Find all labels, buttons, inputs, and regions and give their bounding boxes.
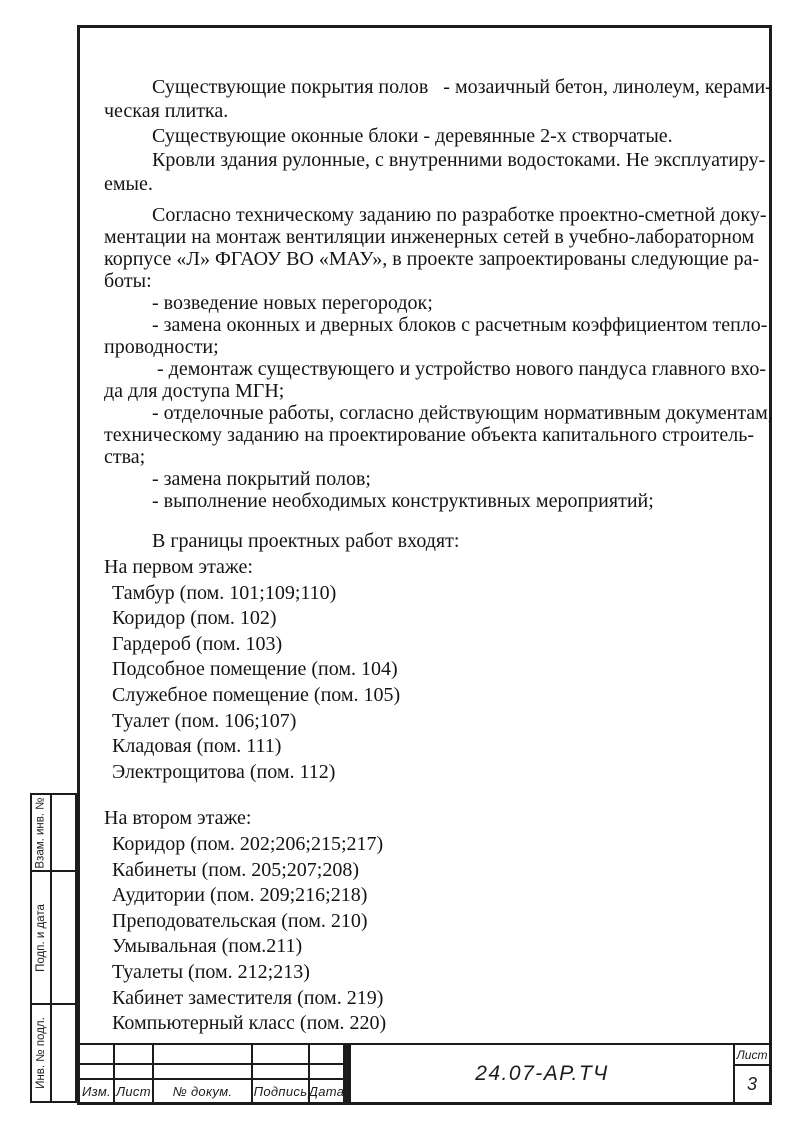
revision-empty-cell bbox=[80, 1065, 113, 1078]
text-line: На первом этаже: bbox=[104, 556, 253, 579]
text-block-existing-conditions bbox=[104, 75, 772, 196]
document-code: 24.07-АР.ТЧ bbox=[475, 1061, 609, 1085]
sheet-box bbox=[733, 1045, 769, 1102]
drawing-frame bbox=[77, 25, 772, 1105]
text-line: Преподовательская (пом. 210) bbox=[112, 909, 368, 932]
revision-empty-cell bbox=[154, 1065, 251, 1078]
text-line: боты: bbox=[104, 270, 152, 293]
text-block-boundaries-first-floor bbox=[104, 529, 752, 785]
revision-col-izm: Изм. bbox=[80, 1080, 113, 1102]
text-line: - отделочные работы, согласно действующим нормативным документам, bbox=[152, 402, 773, 425]
revision-empty-cell bbox=[253, 1045, 308, 1063]
text-line: Служебное помещение (пом. 105) bbox=[112, 684, 401, 707]
text-line: Туалет (пом. 106;107) bbox=[112, 709, 297, 732]
text-line: Существующие покрытия полов - мозаичный бетон, линолеум, керами- bbox=[152, 76, 772, 98]
text-line: да для доступа МГН; bbox=[104, 380, 285, 403]
text-line: Умывальная (пом.211) bbox=[112, 935, 303, 958]
text-line: Кабинеты (пом. 205;207;208) bbox=[112, 858, 360, 881]
text-line: ментации на монтаж вентиляции инженерных сетей в учебно-лабораторном bbox=[104, 226, 755, 249]
text-line: техническому заданию на проектирование объекта капитального строитель- bbox=[104, 424, 754, 447]
revision-col-list: Лист bbox=[115, 1080, 152, 1102]
text-line: ческая плитка. bbox=[104, 100, 229, 123]
text-line: Аудитории (пом. 209;216;218) bbox=[112, 884, 368, 907]
text-line: - замена оконных и дверных блоков с расчетным коэффициентом тепло- bbox=[152, 314, 768, 337]
text-line: Электрощитова (пом. 112) bbox=[112, 760, 336, 783]
text-line: Коридор (пом. 202;206;215;217) bbox=[112, 833, 384, 856]
side-attribute-strip bbox=[30, 793, 77, 1103]
text-line: проводности; bbox=[104, 336, 219, 359]
revision-empty-cell bbox=[80, 1045, 113, 1063]
text-line: Туалеты (пом. 212;213) bbox=[112, 960, 310, 983]
revision-empty-cell bbox=[310, 1065, 343, 1078]
revision-empty-cell bbox=[310, 1045, 343, 1063]
text-line: ства; bbox=[104, 446, 146, 469]
strip-label-cell bbox=[32, 872, 52, 1003]
text-line: В границы проектных работ входят: bbox=[152, 530, 460, 553]
revision-col-podpis: Подпись bbox=[253, 1080, 308, 1102]
document-text bbox=[104, 75, 773, 1037]
text-line: - демонтаж существующего и устройство нового пандуса главного вхо- bbox=[152, 358, 767, 381]
text-line: корпусе «Л» ФГАОУ ВО «МАУ», в проекте запроектированы следующие ра- bbox=[104, 248, 760, 271]
strip-empty-cell bbox=[52, 1005, 75, 1101]
text-line: Коридор (пом. 102) bbox=[112, 607, 277, 630]
text-line: - замена покрытий полов; bbox=[152, 468, 371, 491]
sheet-label: Лист bbox=[735, 1045, 769, 1066]
text-line: Подсобное помещение (пом. 104) bbox=[112, 658, 398, 681]
strip-cell-vzam-inv bbox=[30, 793, 77, 872]
revision-empty-cell bbox=[115, 1065, 152, 1078]
strip-label: Взам. инв. № bbox=[35, 796, 47, 869]
text-line: емые. bbox=[104, 173, 153, 196]
strip-empty-cell bbox=[52, 872, 75, 1003]
text-line: - выполнение необходимых конструктивных мероприятий; bbox=[152, 490, 654, 513]
revision-col-data: Дата bbox=[310, 1080, 343, 1102]
text-line: Гардероб (пом. 103) bbox=[112, 632, 283, 655]
text-line: Тамбур (пом. 101;109;110) bbox=[112, 581, 337, 604]
strip-cell-inv-podl bbox=[30, 1003, 77, 1103]
strip-label-cell bbox=[32, 795, 52, 870]
strip-cell-podp-data bbox=[30, 870, 77, 1005]
revision-empty-cell bbox=[115, 1045, 152, 1063]
sheet-number: 3 bbox=[746, 1073, 757, 1094]
text-line: Кровли здания рулонные, с внутренними водостоками. Не эксплуатиру- bbox=[152, 148, 766, 171]
text-block-project-works bbox=[104, 204, 773, 513]
text-line: - возведение новых перегородок; bbox=[152, 292, 433, 315]
strip-empty-cell bbox=[52, 795, 75, 870]
strip-label: Подп. и дата bbox=[35, 903, 47, 972]
strip-label-cell bbox=[32, 1005, 52, 1101]
text-line: Существующие оконные блоки - деревянные 2-х створчатые. bbox=[152, 124, 673, 147]
text-block-boundaries-second-floor bbox=[104, 806, 752, 1036]
revision-col-docnum: № докум. bbox=[154, 1080, 251, 1102]
title-block bbox=[80, 1043, 769, 1102]
text-line: Компьютерный класс (пом. 220) bbox=[112, 1012, 387, 1035]
revision-empty-cell bbox=[253, 1065, 308, 1078]
text-line: Кабинет заместителя (пом. 219) bbox=[112, 986, 384, 1009]
text-line: Согласно техническому заданию по разработке проектно-сметной доку- bbox=[152, 204, 767, 227]
revision-table bbox=[80, 1045, 351, 1102]
strip-label: Инв. № подл. bbox=[35, 1017, 48, 1089]
text-line: На втором этаже: bbox=[104, 807, 252, 830]
text-line: Кладовая (пом. 111) bbox=[112, 735, 282, 758]
document-code-cell bbox=[351, 1045, 733, 1102]
revision-empty-cell bbox=[154, 1045, 251, 1063]
